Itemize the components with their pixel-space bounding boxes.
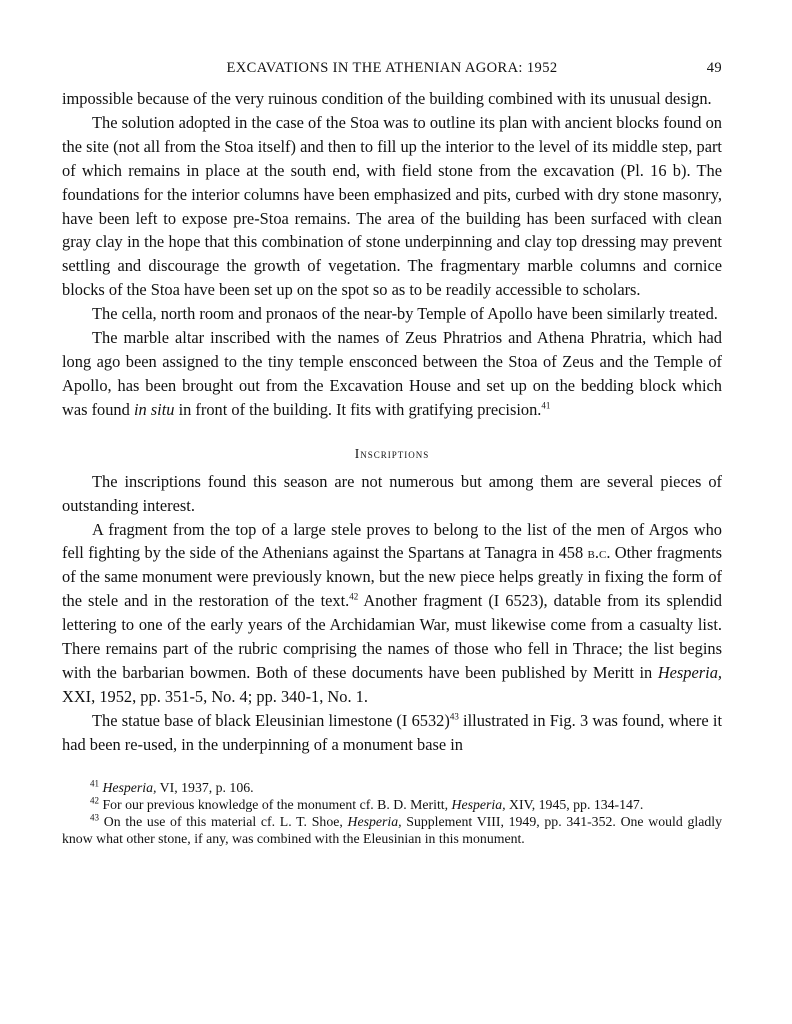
italic-run: Hesperia, [347, 813, 402, 829]
paragraph-inscriptions-intro: The inscriptions found this season are not numerous but among them are several pieces of outstanding interest. [62, 471, 722, 515]
text-run: Supplement VIII, 1949, pp. 341-352. One would gladly know what other stone, if any, was combined with the Eleusinian in this monument. [62, 813, 722, 846]
paragraph-continued: impossible because of the very ruinous condition of the building combined with its unusual design. [62, 89, 712, 108]
small-caps-run: b.c. [587, 543, 611, 563]
footnote-41 [62, 779, 722, 796]
text-run: The statue base of black Eleusinian limestone (I 6532) [92, 710, 450, 730]
text-run: On the use of this material cf. L. T. Shoe, [99, 813, 348, 829]
text-run: The marble altar inscribed with the names of Zeus Phratrios and Athena Phratria, which had long ago been assigned to the tiny temple ensconced between the Stoa of Zeus and the Temple of Apollo, has been brought out from the Excavation House and set up on the bedding block which was found [62, 328, 722, 419]
text-run: For our previous knowledge of the monument cf. B. D. Meritt, [99, 796, 452, 812]
text-run: XXI, 1952, pp. 351-5, No. 4; pp. 340-1, No. 1. [62, 686, 368, 706]
italic-run: in situ [133, 399, 175, 419]
text-run: XIV, 1945, pp. 134-147. [505, 796, 644, 812]
text-run: illustrated in Fig. 3 was found, where it had been re-used, in the underpinning of a monument base in [62, 710, 722, 754]
footnotes [62, 779, 722, 847]
text-run: VI, 1937, p. 106. [156, 779, 254, 795]
italic-run: Hesperia, [451, 796, 506, 812]
running-title: EXCAVATIONS IN THE ATHENIAN AGORA: 1952 [226, 60, 558, 76]
page-number: 49 [706, 60, 722, 76]
italic-run: Hesperia, [102, 779, 157, 795]
footnote-number: 42 [90, 794, 99, 805]
footnote-number: 41 [90, 777, 99, 788]
section-heading-inscriptions: Inscriptions [354, 445, 430, 461]
running-header [62, 60, 722, 77]
paragraph-temple-apollo: The cella, north room and pronaos of the near-by Temple of Apollo have been similarly treated. [92, 304, 718, 324]
italic-run: Hesperia, [657, 662, 722, 682]
paragraph-argos-stele [62, 518, 722, 709]
page [62, 60, 722, 847]
paragraph-marble-altar [62, 326, 722, 422]
text-run: Other fragments of the same monument were previously known, but the new piece helps greatly in fixing the form of the stele and in the restoration of the text. [62, 543, 723, 611]
footnote-ref: 41 [541, 400, 551, 411]
paragraph-statue-base [62, 709, 722, 757]
paragraph-stoa-solution: The solution adopted in the case of the Stoa was to outline its plan with ancient blocks found on the site (not all from the Stoa itself) and then to fill up the interior to the level of its middle step, part of which remains in place at the south end, with field stone from the excavation (Pl. 16 b). The foundations for the interior columns have been emphasized and pits, curbed with dry stone masonry, have been left to expose pre-Stoa remains. The area of the building has been surfaced with clean gray clay in the hope that this combination of stone underpinning and clay top dressing may prevent settling and discourage the growth of vegetation. The fragmentary marble columns and cornice blocks of the Stoa have been set up on the spot so as to be readily accessible to scholars. [62, 112, 722, 300]
footnote-42 [62, 796, 722, 813]
text-run: in front of the building. It fits with gratifying precision. [174, 399, 542, 419]
text-run: A fragment from the top of a large stele proves to belong to the list of the men of Argos who fell fighting by the side of the Athenians against the Spartans at Tanagra in 458 [62, 519, 722, 563]
footnote-number: 43 [90, 811, 99, 822]
footnote-43 [62, 813, 722, 847]
footnote-ref: 43 [449, 711, 459, 722]
footnote-ref: 42 [349, 591, 359, 602]
text-run: Another fragment (I 6523), datable from its splendid lettering to one of the early years of the Archidamian War, must likewise come from a casualty list. There remains part of the rubric comprising the names of those who fell in Thrace; the list begins with the barbarian bowmen. Both of these documents have been published by Meritt in [62, 591, 722, 682]
